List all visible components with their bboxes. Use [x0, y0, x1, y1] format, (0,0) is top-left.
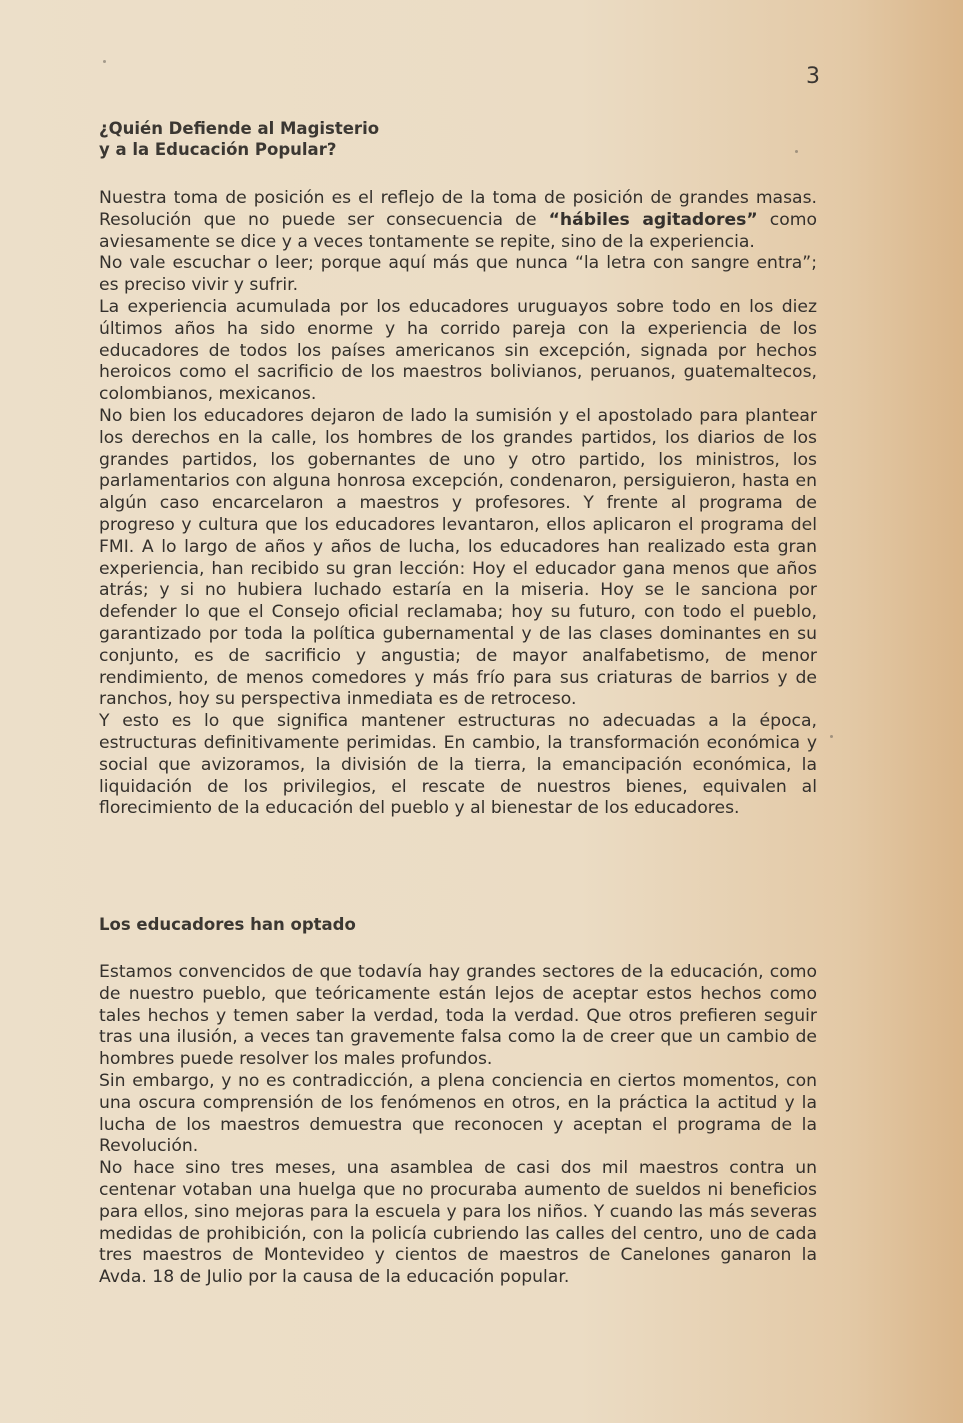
paragraph	[99, 188, 817, 253]
paper-speck	[830, 735, 833, 738]
emphasized-text: “hábiles agitadores”	[548, 209, 758, 230]
section-heading	[99, 118, 499, 160]
paragraph: No bien los educadores dejaron de lado la sumisión y el apostolado para plantear los derechos en la calle, los hombres de los grandes partidos, los diarios de los grandes partidos, los gobernantes de uno y otro partido, los ministros, los parlamentarios con alguna honrosa excepción, condenaron, persiguieron, hasta en algún caso encarcelaron a maestros y profesores. Y frente al programa de progreso y cultura que los educadores levantaron, ellos aplicaron el programa del FMI. A lo largo de años y años de lucha, los educadores han realizado esta gran experiencia, han recibido su gran lección: Hoy el educador gana menos que años atrás; y si no hubiera luchado estaría en la miseria. Hoy se le sanciona por defender lo que el Consejo oficial reclamaba; hoy su futuro, con todo el pueblo, garantizado por toda la política gubernamental y de las clases dominantes en su conjunto, es de sacrificio y angustia; de mayor analfabetismo, de menor rendimiento, de menos comedores y más frío para sus criaturas de barrios y de ranchos, hoy su perspectiva inmediata es de retroceso.	[99, 405, 817, 710]
text-run: Nuestra toma de posición es el reflejo de la toma de posición de grandes masas. Resolución que no puede ser consecuencia de	[99, 188, 817, 230]
paragraph: No hace sino tres meses, una asamblea de casi dos mil maestros contra un centenar votaban una huelga que no procuraba aumento de sueldos ni beneficios para ellos, sino mejoras para la escuela y para los niños. Y cuando las más severas medidas de prohibición, con la policía cubriendo las calles del centro, uno de cada tres maestros de Montevideo y cientos de maestros de Canelones ganaron la Avda. 18 de Julio por la causa de la educación popular.	[99, 1158, 817, 1288]
paper-speck	[103, 60, 106, 63]
section-heading: Los educadores han optado	[99, 915, 356, 934]
paragraph: Sin embargo, y no es contradicción, a plena conciencia en ciertos momentos, con una oscura comprensión de los fenómenos en otros, en la práctica la actitud y la lucha de los maestros demuestra que reconocen y aceptan el programa de la Revolución.	[99, 1070, 817, 1157]
heading-line: ¿Quién Defiende al Magisterio	[99, 119, 380, 138]
heading-line: y a la Educación Popular?	[99, 140, 337, 159]
paragraph: La experiencia acumulada por los educadores uruguayos sobre todo en los diez últimos años ha sido enorme y ha corrido pareja con la experiencia de los educadores de todos los países americanos sin excepción, signada por hechos heroicos como el sacrificio de los maestros bolivianos, peruanos, guatemaltecos, colombianos, mexicanos.	[99, 296, 817, 405]
paragraph: No vale escuchar o leer; porque aquí más que nunca “la letra con sangre entra”; es preciso vivir y sufrir.	[99, 253, 817, 296]
body-text-section-1	[99, 188, 817, 820]
paragraph: Y esto es lo que significa mantener estructuras no adecuadas a la época, estructuras definitivamente perimidas. En cambio, la transformación económica y social que avizoramos, la división de la tierra, la emancipación económica, la liquidación de los privilegios, el rescate de nuestros bienes, equivalen al florecimiento de la educación del pueblo y al bienestar de los educadores.	[99, 711, 817, 819]
paper-speck	[795, 150, 798, 153]
paragraph: Estamos convencidos de que todavía hay grandes sectores de la educación, como de nuestro pueblo, que teóricamente están lejos de aceptar estos hechos como tales hechos y temen saber la verdad, toda la verdad. Que otros prefieren seguir tras una ilusión, a veces tan gravemente falsa como la de creer que un cambio de hombres puede resolver los males profundos.	[99, 962, 817, 1070]
page-number: 3	[806, 64, 820, 89]
body-text-section-2	[99, 962, 817, 1289]
text-run: como aviesamente se dice y a veces tontamente se repite, sino de la experiencia.	[99, 209, 818, 252]
